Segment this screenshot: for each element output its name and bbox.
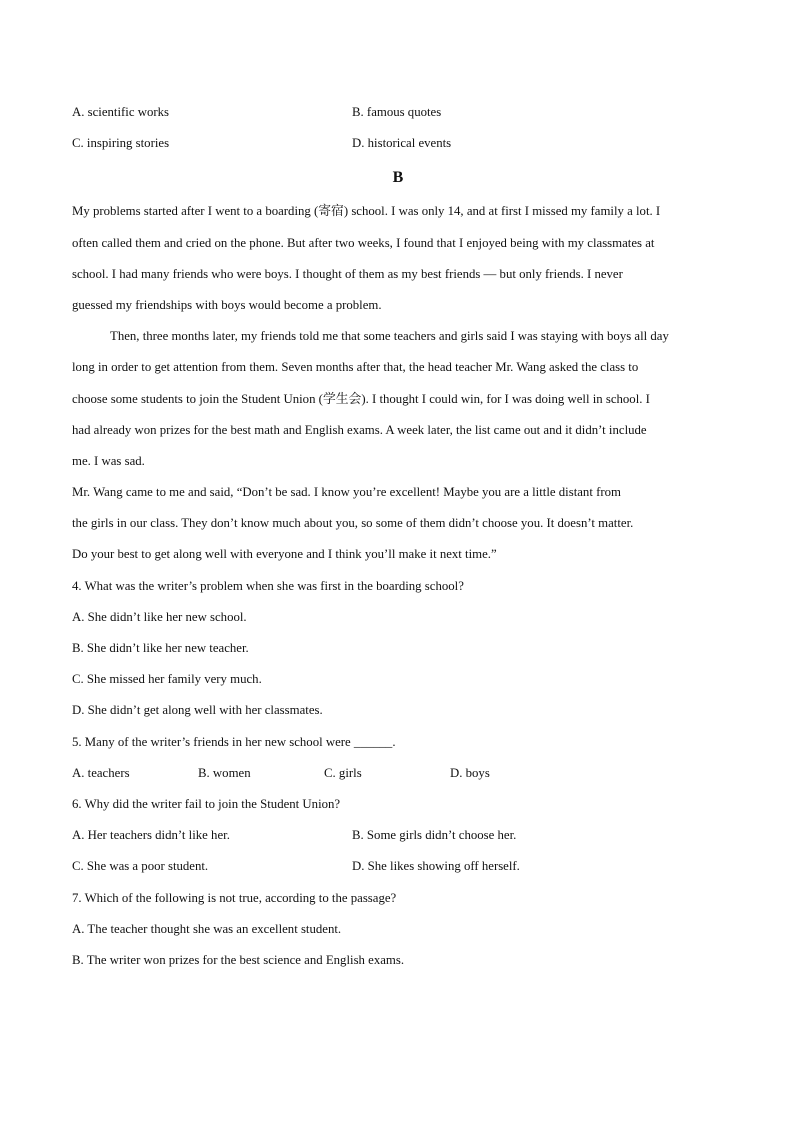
option-d: D. She likes showing off herself. bbox=[352, 859, 520, 874]
option-a: A. Her teachers didn’t like her. bbox=[72, 828, 230, 843]
options-row-1 bbox=[72, 820, 724, 851]
passage-paragraph-1 bbox=[72, 196, 724, 321]
passage-line: Do your best to get along well with everyone and I think you’ll make it next time.” bbox=[72, 547, 497, 562]
passage-line: Mr. Wang came to me and said, “Don’t be sad. I know you’re excellent! Maybe you are a little distant from bbox=[72, 485, 621, 500]
question-stem: 6. Why did the writer fail to join the Student Union? bbox=[72, 796, 341, 811]
option-b: B. Some girls didn’t choose her. bbox=[352, 828, 517, 843]
options-row-2 bbox=[72, 851, 724, 882]
passage-line: me. I was sad. bbox=[72, 453, 145, 468]
exam-page bbox=[72, 97, 724, 976]
question-stem: 4. What was the writer’s problem when she was first in the boarding school? bbox=[72, 578, 464, 593]
option-b: B. women bbox=[198, 765, 251, 780]
passage-line: guessed my friendships with boys would become a problem. bbox=[72, 297, 382, 312]
passage-line: My problems started after I went to a boarding (寄宿) school. I was only 14, and at first I missed my family a lot. I bbox=[72, 204, 661, 219]
option-c: C. inspiring stories bbox=[72, 136, 170, 151]
passage-line: the girls in our class. They don’t know much about you, so some of them didn’t choose you. It doesn’t matter. bbox=[72, 516, 634, 531]
option-a: A. The teacher thought she was an excellent student. bbox=[72, 921, 342, 936]
question-stem: 5. Many of the writer’s friends in her new school were ______. bbox=[72, 734, 396, 749]
option-b: B. The writer won prizes for the best science and English exams. bbox=[72, 952, 405, 967]
option-a: A. teachers bbox=[72, 765, 130, 780]
option-b: B. famous quotes bbox=[352, 105, 442, 119]
question-stem: 7. Which of the following is not true, according to the passage? bbox=[72, 890, 397, 905]
option-d: D. boys bbox=[450, 765, 490, 780]
question-6 bbox=[72, 789, 724, 883]
section-title: B bbox=[392, 169, 404, 187]
question-4 bbox=[72, 571, 724, 727]
question-5 bbox=[72, 727, 724, 789]
option-a: A. scientific works bbox=[72, 105, 170, 119]
option-c: C. She missed her family very much. bbox=[72, 672, 262, 687]
option-a: A. She didn’t like her new school. bbox=[72, 609, 247, 624]
passage-paragraph-2 bbox=[72, 321, 724, 477]
prev-question-options-row-1 bbox=[72, 97, 724, 128]
options-row bbox=[72, 758, 724, 789]
option-c: C. She was a poor student. bbox=[72, 859, 209, 874]
option-b: B. She didn’t like her new teacher. bbox=[72, 641, 249, 655]
option-d: D. historical events bbox=[352, 136, 452, 151]
option-d: D. She didn’t get along well with her classmates. bbox=[72, 703, 323, 718]
passage-paragraph-3 bbox=[72, 477, 724, 571]
passage-line: had already won prizes for the best math and English exams. A week later, the list came out and it didn’t include bbox=[72, 422, 647, 437]
option-c: C. girls bbox=[324, 765, 362, 780]
passage-line: often called them and cried on the phone. But after two weeks, I found that I enjoyed being with my classmates at bbox=[72, 235, 655, 250]
passage-line: Then, three months later, my friends told me that some teachers and girls said I was staying with boys all day bbox=[110, 329, 669, 344]
passage-line: long in order to get attention from them. Seven months after that, the head teacher Mr. Wang asked the class to bbox=[72, 360, 639, 375]
passage-line: school. I had many friends who were boys. I thought of them as my best friends — but only friends. I never bbox=[72, 266, 623, 281]
passage-line: choose some students to join the Student Union (学生会). I thought I could win, for I was doing well in school. I bbox=[72, 391, 650, 406]
prev-question-options-row-2 bbox=[72, 128, 724, 159]
question-7 bbox=[72, 883, 724, 977]
